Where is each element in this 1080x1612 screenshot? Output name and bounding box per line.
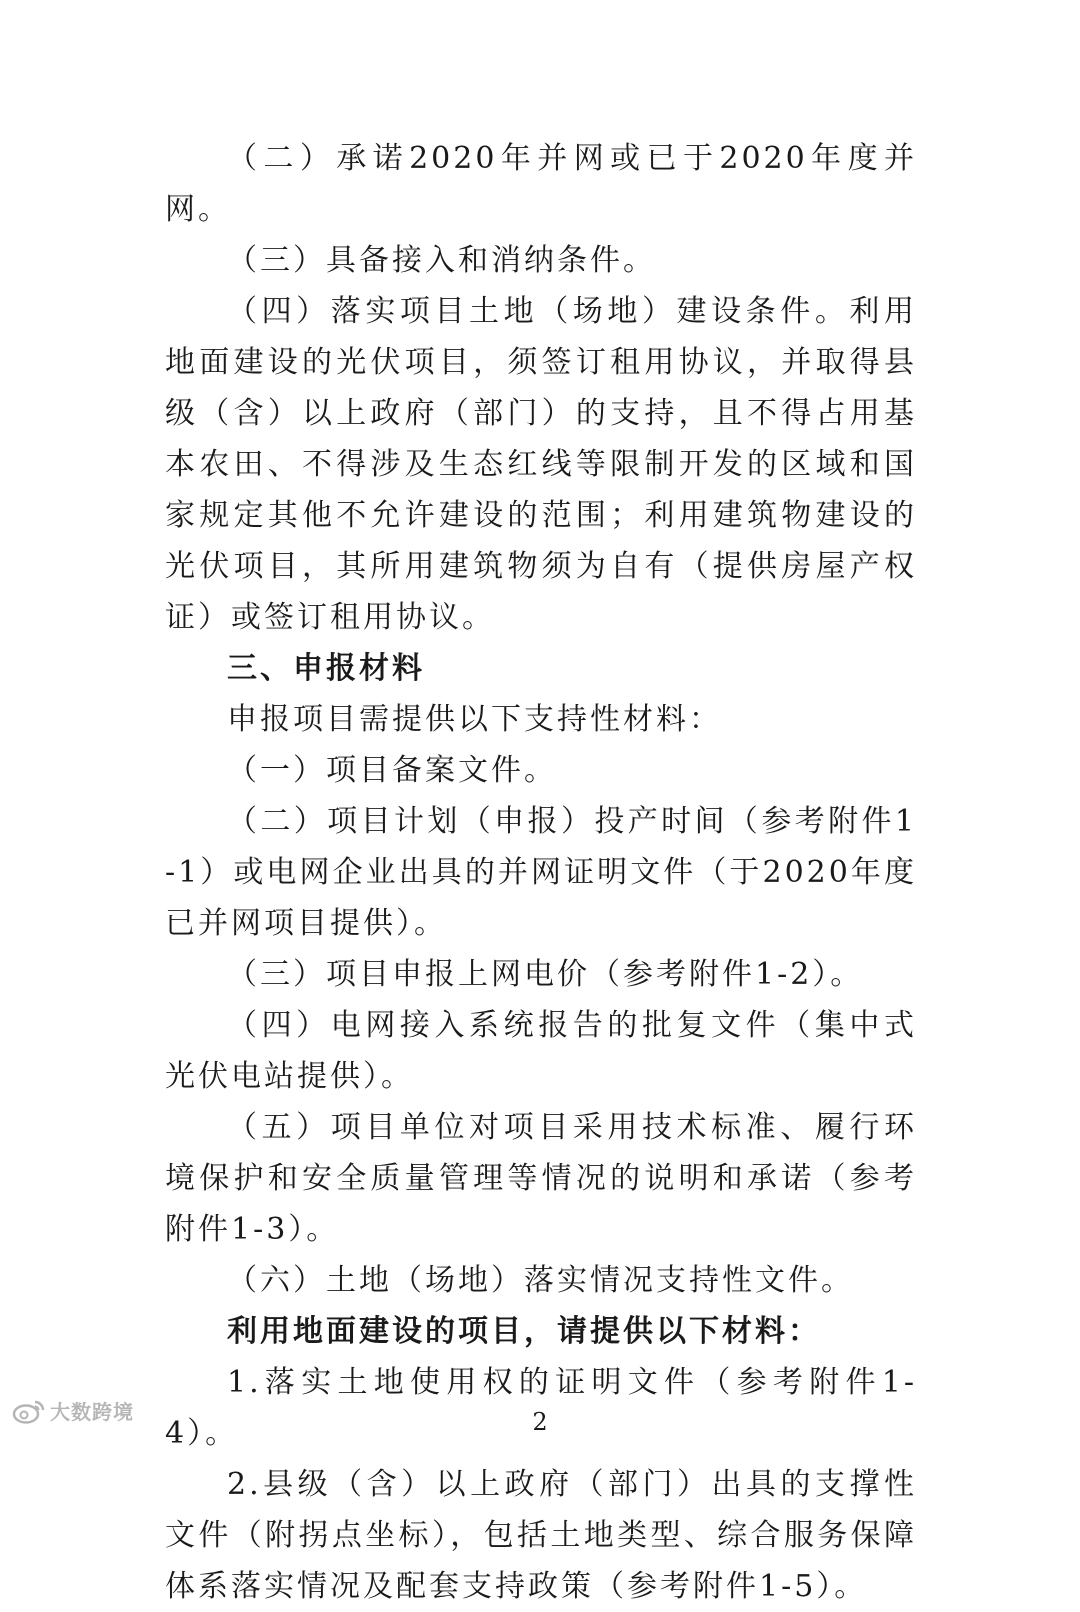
paragraph-production-time: （二）项目计划（申报）投产时间（参考附件1-1）或电网企业出具的并网证明文件（于2020年度已并网项目提供）。: [165, 804, 917, 941]
paragraph-grid-access-report: （四）电网接入系统报告的批复文件（集中式光伏电站提供）。: [165, 1008, 917, 1094]
paragraph-materials-intro: 申报项目需提供以下支持性材料：: [227, 702, 722, 737]
watermark-text: 大数跨境: [50, 1400, 134, 1424]
paragraph-filing-docs: （一）项目备案文件。: [227, 753, 557, 788]
paragraph-technical-standards: （五）项目单位对项目采用技术标准、履行环境保护和安全质量管理等情况的说明和承诺（参考附件1-3）。: [165, 1110, 917, 1247]
section-heading-materials: 三、申报材料: [227, 651, 425, 686]
paragraph-grid-price: （三）项目申报上网电价（参考附件1-2）。: [227, 957, 864, 992]
paragraph-commitment-grid: （二）承诺2020年并网或已于2020年度并网。: [165, 141, 917, 227]
document-body: [165, 133, 917, 1612]
page-number: 2: [532, 1408, 548, 1436]
paragraph-land-support-docs: （六）土地（场地）落实情况支持性文件。: [227, 1263, 854, 1298]
subheading-ground-projects: 利用地面建设的项目，请提供以下材料：: [227, 1314, 821, 1349]
paragraph-access-conditions: （三）具备接入和消纳条件。: [227, 243, 656, 278]
paragraph-land-conditions: （四）落实项目土地（场地）建设条件。利用地面建设的光伏项目，须签订租用协议，并取得县级（含）以上政府（部门）的支持，且不得占用基本农田、不得涉及生态红线等限制开发的区域和国家规定其他不允许建设的范围；利用建筑物建设的光伏项目，其所用建筑物须为自有（提供房屋产权证）或签订租用协议。: [165, 294, 917, 635]
list-item-government-support: 2.县级（含）以上政府（部门）出具的支撑性文件（附拐点坐标），包括土地类型、综合服务保障体系落实情况及配套支持政策（参考附件1-5）。: [165, 1467, 917, 1604]
list-item-land-use-proof: 1.落实土地使用权的证明文件（参考附件1-4）。: [165, 1365, 917, 1451]
